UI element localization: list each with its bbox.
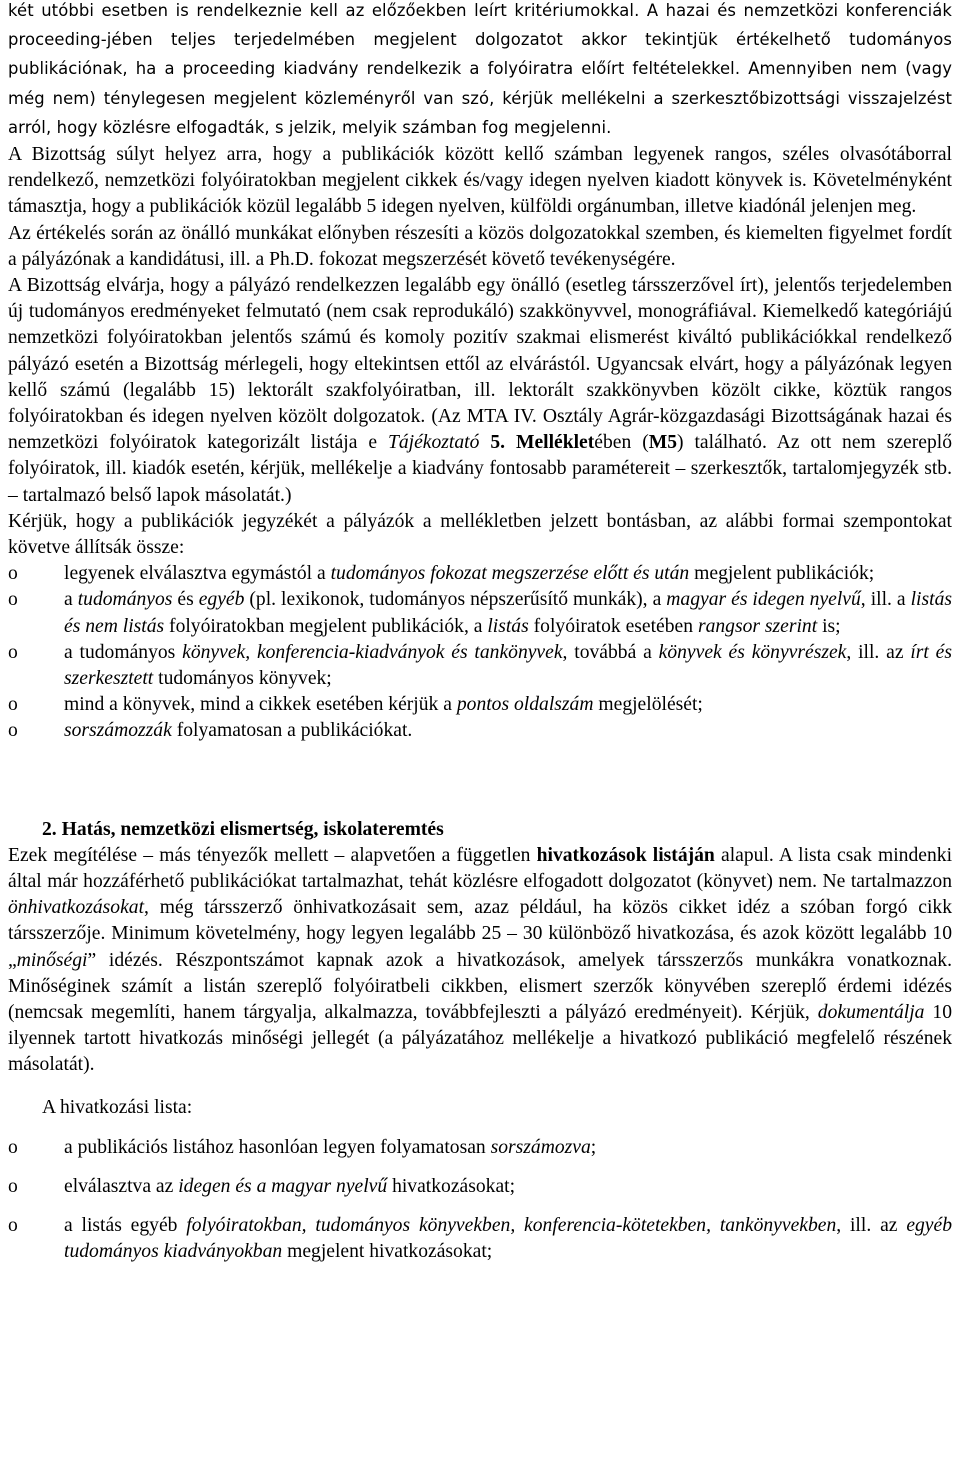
text-run: tudományos könyvek; <box>153 668 332 690</box>
text-run: ” idézés. Részpontszámot kapnak azok a hivatkozások, amelyek társszerzős munkákra vonatkoznak. Minőséginek számít a listán szereplő folyóiratbeli cikkben, elismert szerzők könyvében szereplő érdemi idézés (nemcsak megemlíti, hanem tárgyalja, alkalmazza, továbbfejleszti a pályázó eredményeit). Kérjük, <box>8 949 952 1023</box>
text-run-italic: minőségi <box>16 949 88 971</box>
text-run-italic: tudományos <box>77 589 173 611</box>
section-heading: 2. Hatás, nemzetközi elismertség, iskolateremtés <box>42 818 444 840</box>
citation-list-label: A hivatkozási lista: <box>42 1096 193 1118</box>
list-item <box>8 561 952 587</box>
bullet-marker: o <box>8 1175 18 1197</box>
list-item <box>8 1135 952 1161</box>
text-run: a tudományos <box>64 641 183 663</box>
text-run-italic: pontos oldalszám <box>456 694 594 716</box>
text-run: ) található. Az ott nem szereplő folyóiratok, ill. kiadók esetén, kérjük, mellékelje a kiadvány fontosabb paramétereit – szerkesztők, tartalomjegyzék stb. – tartalmazó belső lapok másolatát.) <box>8 432 952 506</box>
text-run <box>479 432 490 453</box>
text-run-italic: tudományos fokozat megszerzése előtt és után <box>330 563 690 585</box>
text-run: , ill. a <box>860 589 911 611</box>
paragraph-committee-emphasis: A Bizottság súlyt helyez arra, hogy a publikációk között kellő számban legyenek rangos, széles olvasótáborral rendelkező, nemzetközi folyóiratokban megjelent cikkek és/vagy idegen nyelven kiadott könyvek is. Követelményként támasztja, hogy a publikációk közül legalább 5 idegen nyelven, külföldi orgánumban, illetve kiadónál jelenjen meg. <box>8 144 952 218</box>
text-run: , ill. az <box>846 641 911 663</box>
text-run: folyóiratokban megjelent publikációk, a <box>164 615 488 637</box>
text-run: hivatkozásokat; <box>387 1175 516 1197</box>
text-run: és <box>172 589 199 611</box>
paragraph-citations <box>8 843 952 1079</box>
text-run: megjelölését; <box>593 694 703 716</box>
paragraph-evaluation: Az értékelés során az önálló munkákat előnyben részesíti a közös dolgozatokkal szemben, és kiemelten figyelmet fordít a pályázónak a kandidátusi, ill. a Ph.D. fokozat megszerzését követő tevékenységére. <box>8 222 952 270</box>
list-item <box>8 1174 952 1200</box>
text-run: folyamatosan a publikációkat. <box>171 720 413 742</box>
text-run: Ezek megítélése – más tényezők mellett – alapvetően a független <box>8 844 537 866</box>
list-item <box>8 718 952 744</box>
text-run-italic: önhivatkozásokat <box>8 897 145 919</box>
text-run: A Bizottság elvárja, hogy a pályázó rendelkezzen legalább egy önálló (esetleg társszerzővel írt), jelentős terjedelemben új tudományos eredményeket felmutató (nem csak reprodukáló) szakkönyvvel, monográfiával. Kiemelkedő kategóriájú nemzetközi folyóiratokban jelentős számú és komoly pozitív szakmai elismerést kiváltó publikációkkal rendelkező pályázó esetén a Bizottság mérlegeli, hogy eltekintsen ettől az elvárástól. Ugyancsak elvárt, hogy a pályázónak legyen kellő számú (legalább 15) lektorált szakfolyóiratban, ill. lektorált szakkönyvben közölt cikke, köztük rangos folyóiratokban és idegen nyelven közölt dolgozatok. (Az MTA IV. Osztály Agrár-közgazdasági Bizottságának hazai és nemzetközi folyóiratok kategorizált listája e <box>8 275 952 454</box>
text-run: megjelent hivatkozásokat; <box>282 1241 493 1263</box>
text-run-italic: könyvek, konferencia-kiadványok és tankönyvek <box>182 641 563 663</box>
text-run: megjelent publikációk; <box>689 563 875 585</box>
text-run-italic: egyéb <box>198 589 245 611</box>
paragraph-proceedings: két utóbbi esetben is rendelkeznie kell az előzőekben leírt kritériumokkal. A hazai és nemzetközi konferenciák proceeding-jében teljes terjedelmében megjelent dolgozatot akkor tekintjük értékelhető tudományos publikációnak, ha a proceeding kiadvány rendelkezik a folyóiratra előírt feltételekkel. Amennyiben nem (vagy még nem) ténylegesen megjelent közleményről van szó, kérjük mellékelni a szerkesztőbizottsági visszajelzést arról, hogy közlésre elfogadták, s jelzik, melyik számban fog megjelenni. <box>8 1 952 137</box>
text-run-italic: egyéb tudományos kiadványokban <box>64 1215 952 1263</box>
publication-format-list <box>8 561 952 744</box>
text-run: a listás egyéb <box>64 1215 187 1237</box>
text-run-italic: dokumentálja <box>817 1001 925 1023</box>
paragraph-list-request: Kérjük, hogy a publikációk jegyzékét a pályázók a mellékletben jelzett bontásban, az alábbi formai szempontokat követve állítsák össze: <box>8 510 952 559</box>
text-run-bold: M5 <box>648 432 678 454</box>
text-run-italic: Tájékoztató <box>387 432 480 454</box>
citation-format-list <box>8 1135 952 1266</box>
bullet-marker: o <box>8 641 18 663</box>
text-run: ; <box>590 1136 597 1158</box>
text-run: , továbbá a <box>562 641 659 663</box>
text-run: mind a könyvek, mind a cikkek esetében kérjük a <box>64 694 457 716</box>
bullet-marker: o <box>8 1215 18 1237</box>
list-item <box>8 587 952 639</box>
text-run: a <box>64 589 78 611</box>
list-item <box>8 692 952 718</box>
text-run: , még társszerző önhivatkozásait sem, azaz például, ha közös cikket idéz a szóban forgó cikk társszerzője. Minimum követelmény, hogy legyen legalább 25 – 30 különböző hivatkozása, és azok között legalább 10 „ <box>8 897 952 971</box>
text-run-bold: 5. Melléklet <box>490 432 595 454</box>
text-run-italic: listás <box>487 615 529 637</box>
text-run-italic: sorszámozzák <box>64 720 172 742</box>
text-run-italic: írt és szerkesztett <box>64 641 953 690</box>
paragraph-expectations <box>8 273 952 509</box>
text-run: is; <box>817 615 841 637</box>
bullet-marker: o <box>8 720 18 742</box>
text-run: a publikációs listához hasonlóan legyen folyamatosan <box>64 1136 491 1158</box>
text-run-italic: sorszámozva <box>490 1136 591 1158</box>
text-run: legyenek elválasztva egymástól a <box>64 563 331 585</box>
text-run-italic: folyóiratokban, tudományos könyvekben, konferencia-kötetekben, tankönyvekben <box>186 1215 837 1237</box>
bullet-marker: o <box>8 1136 18 1158</box>
bullet-marker: o <box>8 589 18 611</box>
text-run: 10 ilyennek tartott hivatkozás minőségi jellegét (a pályázatához mellékelje a hivatkozó publikáció megfelelő részének másolatát). <box>8 1001 952 1076</box>
text-run-italic: rangsor szerint <box>697 615 818 637</box>
text-run-italic: idegen és a magyar nyelvű <box>178 1175 388 1197</box>
bullet-marker: o <box>8 563 18 585</box>
list-item <box>8 1213 952 1265</box>
text-run: , ill. az <box>836 1215 907 1237</box>
text-run-italic: listás és nem listás <box>64 589 952 637</box>
text-run: alapul. A lista csak mindenki által már hozzáférhető publikációkat tartalmazhat, tehát közlésre elfogadott dolgozatot (könyvet) nem. Ne tartalmazzon <box>8 844 953 892</box>
text-run: elválasztva az <box>64 1175 179 1197</box>
text-run: folyóiratok esetében <box>528 615 698 637</box>
text-run-bold: hivatkozások listáján <box>536 844 715 866</box>
list-item <box>8 640 952 692</box>
text-run: ében ( <box>594 432 649 454</box>
text-run-italic: magyar és idegen nyelvű <box>666 589 861 611</box>
text-run: (pl. lexikonok, tudományos népszerűsítő munkák), a <box>244 589 667 611</box>
bullet-marker: o <box>8 694 18 716</box>
text-run-italic: könyvek és könyvrészek <box>658 641 847 663</box>
